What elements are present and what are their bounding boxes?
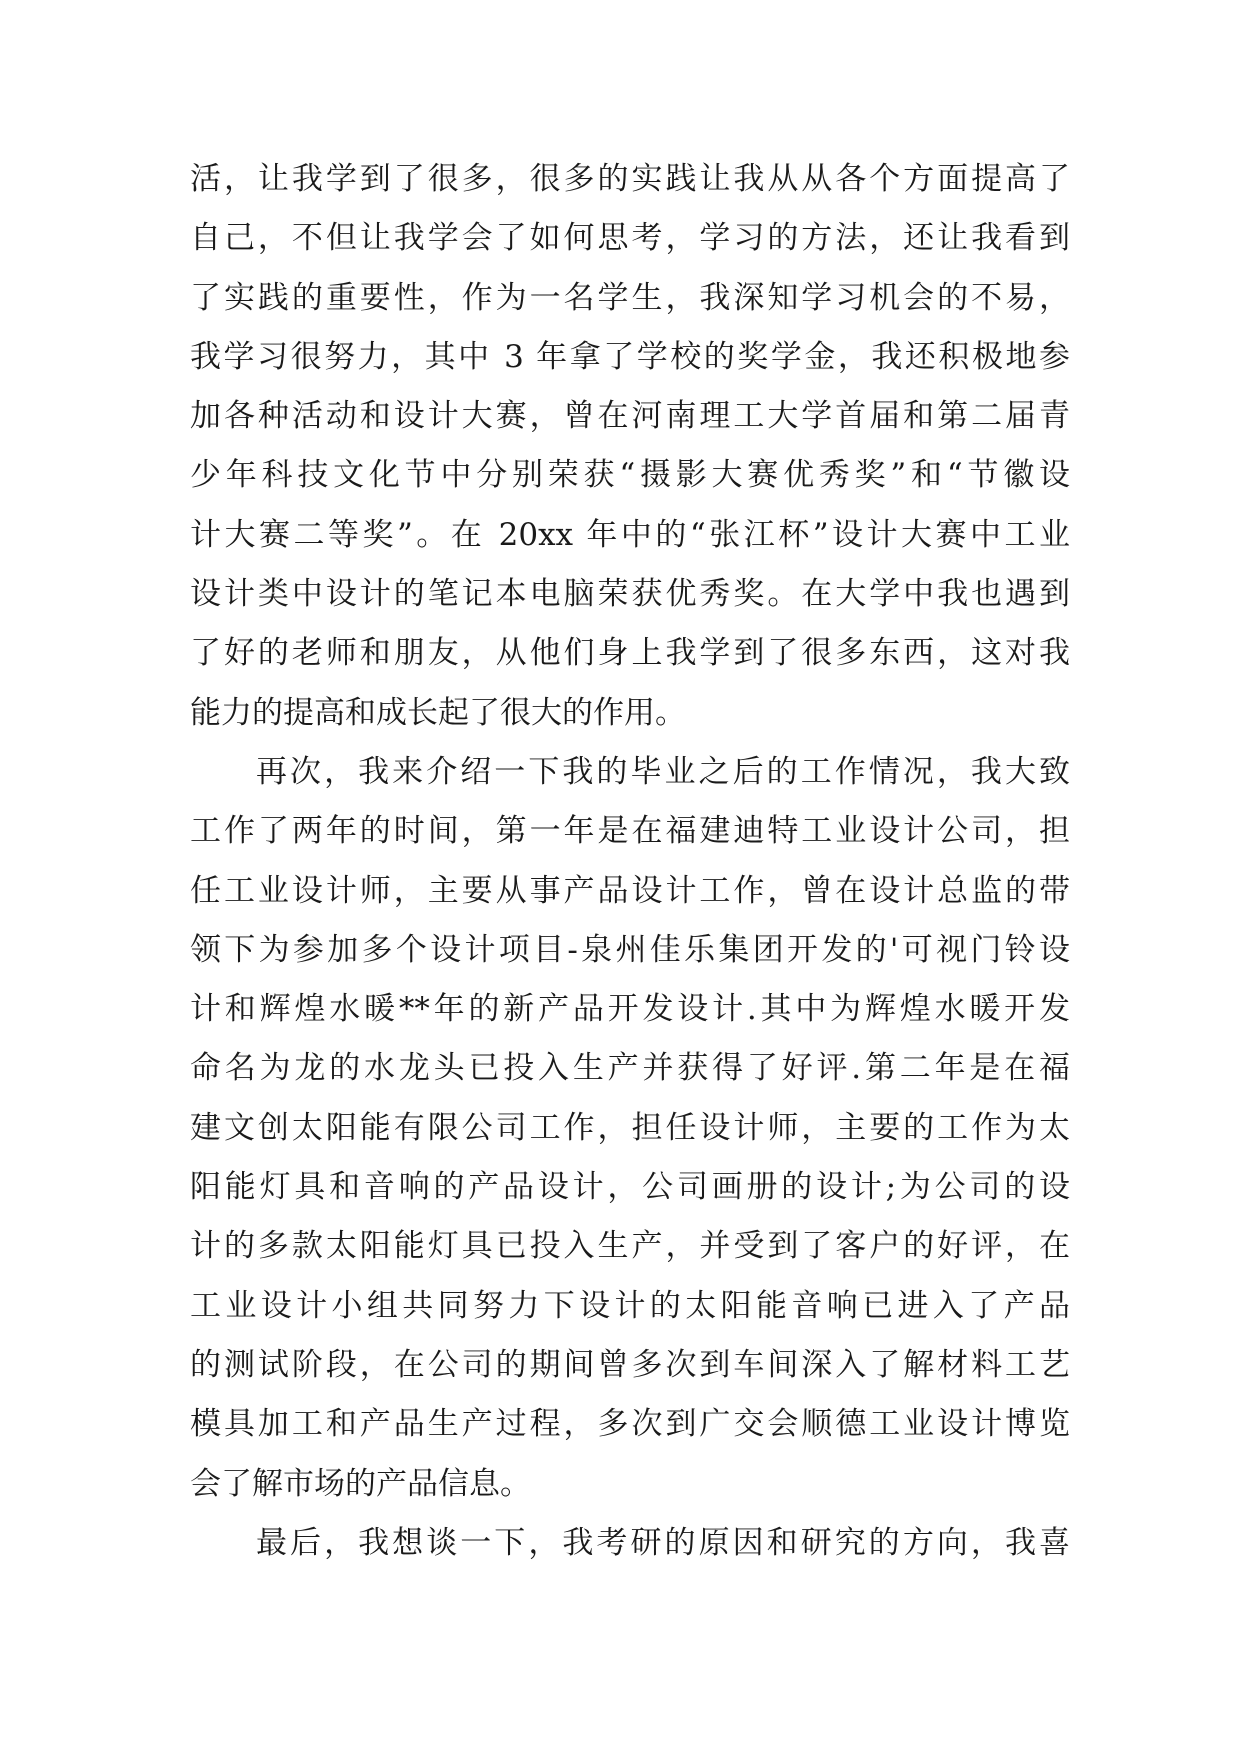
text-line: 工作了两年的时间，第一年是在福建迪特工业设计公司，担: [190, 813, 1070, 850]
text-line: 少年科技文化节中分别荣获“摄影大赛优秀奖”和“节徽设: [190, 457, 1070, 494]
text-line: 建文创太阳能有限公司工作，担任设计师，主要的工作为太: [190, 1109, 1070, 1146]
text-line: 的测试阶段，在公司的期间曾多次到车间深入了解材料工艺: [190, 1346, 1070, 1383]
text-line: 任工业设计师，主要从事产品设计工作，曾在设计总监的带: [190, 872, 1070, 909]
text-line: 模具加工和产品生产过程，多次到广交会顺德工业设计博览: [190, 1406, 1070, 1443]
text-line: 我学习很努力，其中 3 年拿了学校的奖学金，我还积极地参: [190, 338, 1070, 375]
text-line: 了实践的重要性，作为一名学生，我深知学习机会的不易，: [190, 279, 1070, 316]
text-line: 设计类中设计的笔记本电脑荣获优秀奖。在大学中我也遇到: [190, 576, 1070, 613]
text-line: 会了解市场的产品信息。: [190, 1465, 531, 1502]
text-line: 能力的提高和成长起了很大的作用。: [190, 694, 686, 731]
paragraph-education: [190, 150, 1070, 743]
text-line: 了好的老师和朋友，从他们身上我学到了很多东西，这对我: [190, 635, 1070, 672]
text-line: 自己，不但让我学会了如何思考，学习的方法，还让我看到: [190, 220, 1070, 257]
paragraph-research-reason: [190, 1514, 1070, 1573]
text-line: 计的多款太阳能灯具已投入生产，并受到了客户的好评，在: [190, 1228, 1070, 1265]
text-line: 计大赛二等奖”。在 20xx 年中的“张江杯”设计大赛中工业: [190, 516, 1070, 553]
text-line: 再次，我来介绍一下我的毕业之后的工作情况，我大致: [256, 753, 1070, 790]
body-text: [190, 150, 1070, 1573]
text-line: 命名为龙的水龙头已投入生产并获得了好评.第二年是在福: [190, 1050, 1070, 1087]
text-line: 计和辉煌水暖**年的新产品开发设计.其中为辉煌水暖开发: [190, 991, 1070, 1028]
text-line: 阳能灯具和音响的产品设计，公司画册的设计;为公司的设: [190, 1169, 1070, 1206]
text-line: 工业设计小组共同努力下设计的太阳能音响已进入了产品: [190, 1287, 1070, 1324]
text-line: 最后，我想谈一下，我考研的原因和研究的方向，我喜: [256, 1524, 1070, 1561]
text-line: 活，让我学到了很多，很多的实践让我从从各个方面提高了: [190, 161, 1070, 197]
text-line: 领下为参加多个设计项目-泉州佳乐集团开发的'可视门铃设: [190, 931, 1070, 968]
paragraph-work-experience: [190, 743, 1070, 1514]
text-line: 加各种活动和设计大赛，曾在河南理工大学首届和第二届青: [190, 398, 1070, 435]
